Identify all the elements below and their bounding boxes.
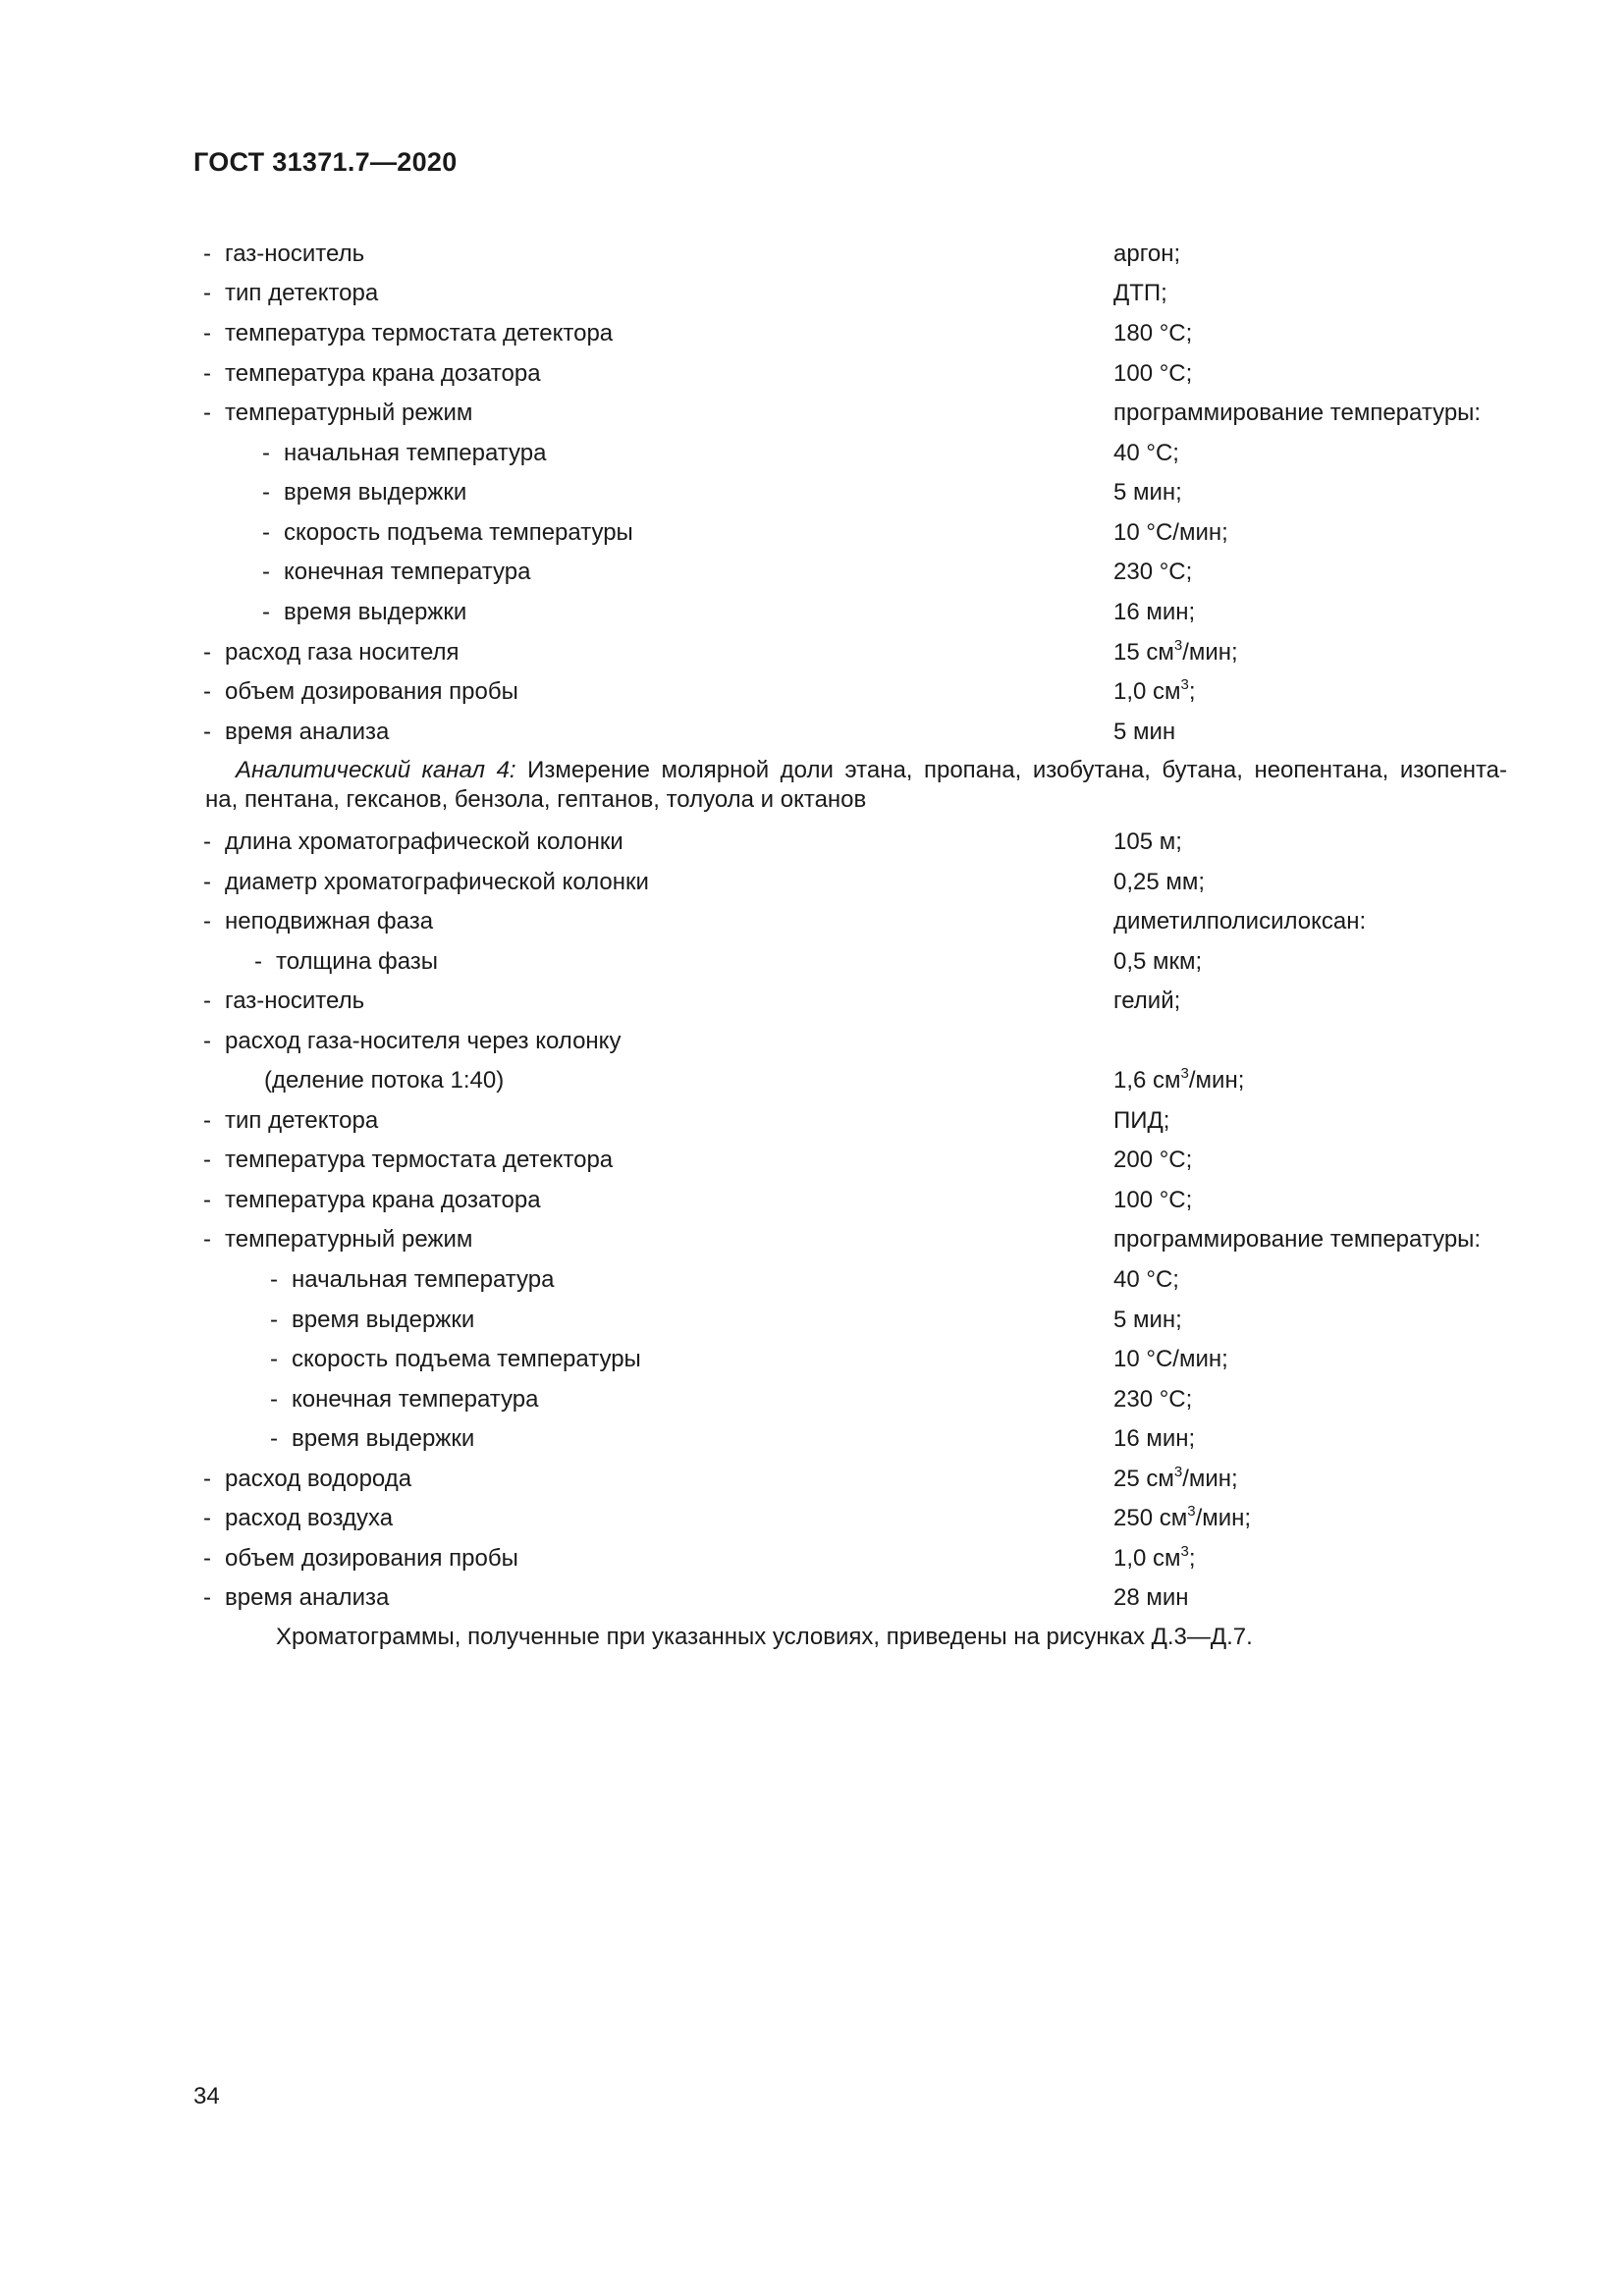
param-label: тип детектора: [225, 280, 379, 306]
list-dash: -: [203, 1107, 211, 1134]
param-row: [0, 513, 1624, 553]
param-row: [0, 1301, 1624, 1340]
param-row: [0, 1141, 1624, 1180]
param-label: неподвижная фаза: [225, 908, 434, 934]
param-value: 16 мин;: [1113, 1425, 1196, 1452]
param-value: 5 мин;: [1113, 1307, 1182, 1333]
list-dash: -: [203, 400, 211, 426]
param-label: скорость подъема температуры: [284, 519, 633, 546]
param-value: 15 $см^3$/мин;: [1113, 637, 1238, 666]
param-label: длина хроматографической колонки: [225, 828, 623, 855]
param-value: 10 °С/мин;: [1113, 1346, 1228, 1372]
list-dash: -: [262, 559, 270, 585]
param-row: [0, 553, 1624, 592]
param-value: 0,25 мм;: [1113, 869, 1206, 895]
param-row: [0, 1101, 1624, 1141]
param-label: толщина фазы: [276, 948, 439, 975]
param-row: [0, 713, 1624, 752]
list-dash: -: [203, 1545, 211, 1572]
page-number: 34: [193, 2083, 220, 2109]
list-dash: -: [262, 519, 270, 546]
param-value: 180 °С;: [1113, 320, 1193, 347]
list-dash: -: [203, 320, 211, 347]
list-dash: -: [203, 1505, 211, 1531]
list-dash: -: [203, 828, 211, 855]
channel-heading-line1: Аналитический канал 4: Измерение молярной доли этана, пропана, изобутана, бутана, неопентана, изопента-: [236, 757, 1508, 783]
param-row: [0, 1061, 1624, 1100]
param-label: время выдержки: [292, 1307, 475, 1333]
param-value: 40 °С;: [1113, 1266, 1179, 1293]
param-row: [0, 942, 1624, 982]
param-row: [0, 473, 1624, 512]
param-row: [0, 1260, 1624, 1300]
param-row: [0, 1340, 1624, 1379]
list-dash: -: [203, 1028, 211, 1054]
list-dash: -: [203, 1466, 211, 1492]
param-value: 1,0 $см^3$;: [1113, 1543, 1196, 1572]
param-label: диаметр хроматографической колонки: [225, 869, 649, 895]
param-row: [0, 672, 1624, 712]
param-row: [0, 1578, 1624, 1618]
param-label: время выдержки: [292, 1425, 475, 1452]
param-row: [0, 633, 1624, 672]
param-label: конечная температура: [284, 559, 531, 585]
param-label: время анализа: [225, 719, 390, 745]
channel-heading-line2: на, пентана, гексанов, бензола, гептанов, толуола и октанов: [205, 786, 867, 813]
param-label: расход водорода: [225, 1466, 412, 1492]
param-label: (деление потока 1:40): [264, 1067, 505, 1094]
param-value: 230 °С;: [1113, 1386, 1193, 1413]
param-label: газ-носитель: [225, 240, 365, 267]
param-label: тип детектора: [225, 1107, 379, 1134]
list-dash: -: [203, 240, 211, 267]
list-dash: -: [203, 1187, 211, 1213]
param-label: начальная температура: [284, 440, 547, 466]
list-dash: -: [203, 1147, 211, 1173]
list-dash: -: [203, 1584, 211, 1611]
list-dash: -: [203, 988, 211, 1014]
param-value: 105 м;: [1113, 828, 1182, 855]
param-value: диметилполисилоксан:: [1113, 908, 1367, 934]
list-dash: -: [203, 908, 211, 934]
list-dash: -: [270, 1425, 278, 1452]
list-dash: -: [270, 1307, 278, 1333]
param-label: время выдержки: [284, 599, 467, 625]
param-label: температура термостата детектора: [225, 1147, 614, 1173]
param-row: [0, 394, 1624, 433]
list-dash: -: [203, 360, 211, 387]
param-value: 10 °С/мин;: [1113, 519, 1228, 546]
list-dash: -: [203, 1226, 211, 1253]
param-row: [0, 593, 1624, 632]
param-value: 1,6 $см^3$/мин;: [1113, 1065, 1245, 1094]
param-row: [0, 1419, 1624, 1459]
param-value: 5 мин: [1113, 719, 1176, 745]
list-dash: -: [270, 1386, 278, 1413]
param-value: программирование температуры:: [1113, 400, 1482, 426]
param-label: начальная температура: [292, 1266, 555, 1293]
channel-heading: [205, 756, 1507, 815]
param-value: 16 мин;: [1113, 599, 1196, 625]
param-row: [0, 902, 1624, 941]
document-header: ГОСТ 31371.7—2020: [193, 147, 458, 177]
param-value: 5 мин;: [1113, 479, 1182, 506]
param-value: 100 °С;: [1113, 360, 1193, 387]
list-dash: -: [203, 719, 211, 745]
param-label: объем дозирования пробы: [225, 678, 518, 705]
param-value: 230 °С;: [1113, 559, 1193, 585]
param-row: [0, 1220, 1624, 1259]
list-dash: -: [262, 599, 270, 625]
param-value: программирование температуры:: [1113, 1226, 1482, 1253]
param-row: [0, 1499, 1624, 1538]
param-label: расход газа-носителя через колонку: [225, 1028, 622, 1054]
param-row: [0, 1181, 1624, 1220]
param-value: аргон;: [1113, 240, 1181, 267]
param-label: расход газа носителя: [225, 639, 460, 666]
param-value: ПИД;: [1113, 1107, 1170, 1134]
param-row: [0, 1022, 1624, 1061]
param-row: [0, 863, 1624, 902]
param-row: [0, 434, 1624, 473]
list-dash: -: [262, 479, 270, 506]
param-value: ДТП;: [1113, 280, 1167, 306]
param-label: температура крана дозатора: [225, 360, 541, 387]
param-label: скорость подъема температуры: [292, 1346, 641, 1372]
channel-title: Аналитический канал 4:: [236, 757, 516, 783]
param-label: температурный режим: [225, 400, 473, 426]
param-row: [0, 1539, 1624, 1578]
param-value: 28 мин: [1113, 1584, 1189, 1611]
param-row: [0, 235, 1624, 274]
param-value: 200 °С;: [1113, 1147, 1193, 1173]
list-dash: -: [270, 1266, 278, 1293]
list-dash: -: [262, 440, 270, 466]
param-row: [0, 1380, 1624, 1419]
param-row: [0, 274, 1624, 313]
list-dash: -: [254, 948, 262, 975]
list-dash: -: [203, 280, 211, 306]
closing-paragraph: Хроматограммы, полученные при указанных условиях, приведены на рисунках Д.3—Д.7.: [276, 1624, 1253, 1650]
param-value: 250 $см^3$/мин;: [1113, 1503, 1252, 1531]
param-label: температура крана дозатора: [225, 1187, 541, 1213]
param-value: 100 °С;: [1113, 1187, 1193, 1213]
list-dash: -: [270, 1346, 278, 1372]
param-value: 0,5 мкм;: [1113, 948, 1203, 975]
param-label: газ-носитель: [225, 988, 365, 1014]
param-value: 25 $см^3$/мин;: [1113, 1464, 1238, 1492]
param-label: время выдержки: [284, 479, 467, 506]
param-label: температурный режим: [225, 1226, 473, 1253]
param-value: гелий;: [1113, 988, 1181, 1014]
param-label: расход воздуха: [225, 1505, 394, 1531]
param-row: [0, 314, 1624, 353]
list-dash: -: [203, 639, 211, 666]
param-row: [0, 354, 1624, 394]
param-value: 40 °С;: [1113, 440, 1179, 466]
param-label: конечная температура: [292, 1386, 539, 1413]
param-row: [0, 1460, 1624, 1499]
list-dash: -: [203, 678, 211, 705]
param-row: [0, 823, 1624, 862]
list-dash: -: [203, 869, 211, 895]
param-value: 1,0 $см^3$;: [1113, 676, 1196, 705]
param-label: температура термостата детектора: [225, 320, 614, 347]
param-row: [0, 982, 1624, 1021]
param-label: объем дозирования пробы: [225, 1545, 518, 1572]
param-label: время анализа: [225, 1584, 390, 1611]
